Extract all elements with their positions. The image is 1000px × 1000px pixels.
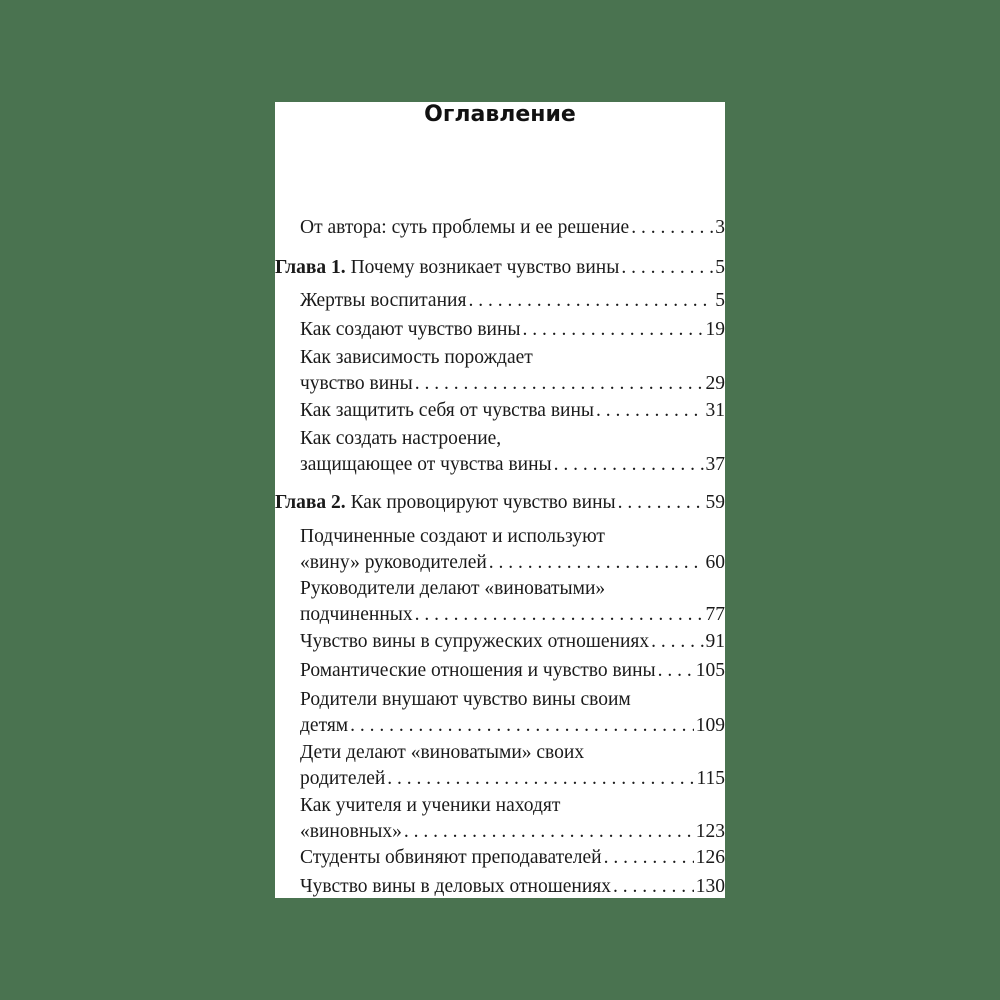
toc-entry[interactable] xyxy=(300,426,725,478)
leader-dots xyxy=(658,658,694,684)
toc-page-number: 37 xyxy=(705,454,725,475)
toc-entry-title: Романтические отношения и чувство вины xyxy=(300,660,656,681)
toc-entry-title: Как создают чувство вины xyxy=(300,319,521,340)
leader-dots xyxy=(651,629,703,655)
leader-dots xyxy=(387,766,694,792)
toc-entry[interactable] xyxy=(300,740,725,792)
leader-dots xyxy=(604,845,694,871)
chapter-label: Глава 2. xyxy=(275,492,346,513)
toc-page-number: 19 xyxy=(705,319,725,340)
toc-entry-title-line2: детям xyxy=(300,715,349,736)
toc-entry-title-line1: Как зависимость порождает xyxy=(300,347,533,368)
toc-entry-title: Чувство вины в деловых отношениях xyxy=(300,876,611,897)
toc-entry-title-line2: «виновных» xyxy=(300,821,402,842)
toc-page-number: 126 xyxy=(695,847,725,868)
toc-entry[interactable] xyxy=(300,524,725,576)
toc-entry[interactable] xyxy=(300,317,725,343)
leader-dots xyxy=(489,550,704,576)
toc-entry-title: Жертвы воспитания xyxy=(300,290,467,311)
leader-dots xyxy=(618,490,704,516)
toc-entry[interactable] xyxy=(300,687,725,739)
toc-chapter[interactable] xyxy=(275,490,725,516)
toc-page-number: 91 xyxy=(705,631,725,652)
toc-page-number: 60 xyxy=(705,552,725,573)
page-title: Оглавление xyxy=(424,102,576,127)
toc-entry-title-line2: подчиненных xyxy=(300,604,413,625)
toc-entry[interactable] xyxy=(300,345,725,397)
toc-page-number: 109 xyxy=(695,715,725,736)
toc-entry-title: Как защитить себя от чувства вины xyxy=(300,400,595,421)
leader-dots xyxy=(596,398,703,424)
toc-entry-title: Чувство вины в супружеских отношениях xyxy=(300,631,650,652)
toc-page-number: 31 xyxy=(705,400,725,421)
toc-entry-title-line2: защищающее от чувства вины xyxy=(300,454,552,475)
toc-page-number: 105 xyxy=(695,660,725,681)
toc-entry-title-line2: «вину» руководителей xyxy=(300,552,487,573)
toc-entry-title-line1: Руководители делают «виноватыми» xyxy=(300,578,606,599)
toc-page-number: 115 xyxy=(696,768,725,789)
leader-dots xyxy=(554,452,704,478)
toc-page-number: 130 xyxy=(695,876,725,897)
toc-entry[interactable] xyxy=(300,845,725,871)
book-page xyxy=(275,102,725,898)
toc-page-number: 123 xyxy=(695,821,725,842)
leader-dots xyxy=(613,874,694,898)
toc-entry-title-line1: Как учителя и ученики находят xyxy=(300,795,561,816)
toc-entry-title: Студенты обвиняют преподавателей xyxy=(300,847,602,868)
toc-entry[interactable] xyxy=(300,215,725,241)
toc-entry[interactable] xyxy=(300,658,725,684)
toc-entry[interactable] xyxy=(300,793,725,845)
toc-entry-title-line1: Дети делают «виноватыми» своих xyxy=(300,742,585,763)
toc-page-number: 3 xyxy=(715,217,725,238)
toc-page-number: 59 xyxy=(705,492,725,513)
leader-dots xyxy=(523,317,704,343)
leader-dots xyxy=(631,215,713,241)
toc-entry-title-line1: Родители внушают чувство вины своим xyxy=(300,689,631,710)
toc-entry-title: От автора: суть проблемы и ее решение xyxy=(300,217,630,238)
toc-entry[interactable] xyxy=(300,629,725,655)
toc-entry[interactable] xyxy=(300,398,725,424)
chapter-label: Глава 1. xyxy=(275,257,346,278)
toc-page-number: 5 xyxy=(715,257,725,278)
leader-dots xyxy=(415,371,704,397)
toc-entry-title-line1: Подчиненные создают и используют xyxy=(300,526,605,547)
toc-entry-title: Почему возникает чувство вины xyxy=(350,257,620,278)
toc-page-number: 77 xyxy=(705,604,725,625)
leader-dots xyxy=(350,713,694,739)
toc-entry-title-line1: Как создать настроение, xyxy=(300,428,502,449)
toc-entry[interactable] xyxy=(300,288,725,314)
leader-dots xyxy=(621,255,713,281)
leader-dots xyxy=(468,288,713,314)
toc-entry[interactable] xyxy=(300,576,725,628)
toc-chapter[interactable] xyxy=(275,255,725,281)
toc-entry-title-line2: родителей xyxy=(300,768,386,789)
toc-entry-title: Как провоцируют чувство вины xyxy=(350,492,616,513)
toc-page-number: 29 xyxy=(705,373,725,394)
toc-entry-title-line2: чувство вины xyxy=(300,373,413,394)
toc-entry[interactable] xyxy=(300,874,725,898)
leader-dots xyxy=(415,602,704,628)
leader-dots xyxy=(404,819,694,845)
toc-page-number: 5 xyxy=(715,290,725,311)
